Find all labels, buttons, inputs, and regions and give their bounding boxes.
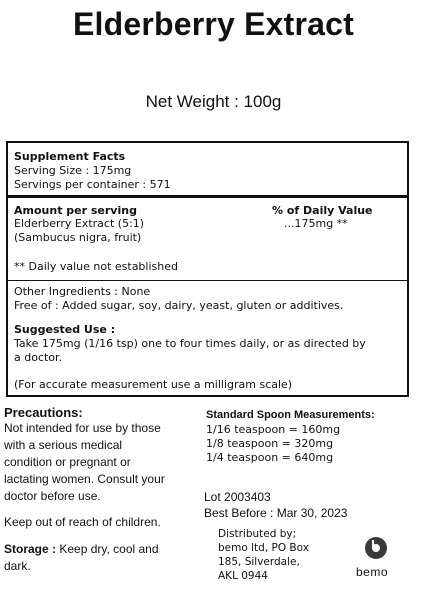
distributor-line: AKL 0944: [218, 570, 268, 582]
suggested-use-heading: Suggested Use :: [14, 323, 116, 336]
lot-number: Lot 2003403: [204, 490, 271, 504]
storage-line2: dark.: [4, 559, 31, 573]
ingredient-latin-name: (Sambucus nigra, fruit): [14, 231, 142, 244]
spoon-row: 1/16 teaspoon = 160mg: [206, 423, 341, 436]
spoon-row: 1/8 teaspoon = 320mg: [206, 437, 334, 450]
precautions-line: condition or pregnant or: [4, 455, 131, 469]
product-title: Elderberry Extract: [72, 6, 355, 42]
distributor-line: 185, Silverdale,: [218, 556, 300, 568]
servings-per-container: Servings per container : 571: [14, 178, 171, 191]
distributor-line: bemo ltd, PO Box: [218, 542, 309, 554]
facts-heading: Supplement Facts: [14, 150, 126, 163]
precautions-line: lactating women. Consult your: [4, 472, 165, 486]
suggested-use-text-line1: Take 175mg (1/16 tsp) one to four times daily, or as directed by: [14, 337, 366, 350]
bemo-logo-icon: [365, 537, 387, 559]
supplement-facts-panel: [6, 141, 409, 397]
spoon-measurements-heading: Standard Spoon Measurements:: [206, 409, 375, 421]
other-ingredients: Other Ingredients : None: [14, 285, 151, 298]
keep-out-of-reach: Keep out of reach of children.: [4, 515, 161, 529]
daily-value-header: % of Daily Value: [272, 204, 373, 217]
measurement-note: (For accurate measurement use a milligram scale): [14, 378, 293, 391]
facts-divider-thick: [8, 195, 407, 198]
precautions-line: doctor before use.: [4, 489, 101, 503]
daily-value-note: ** Daily value not established: [14, 260, 178, 273]
free-of-statement: Free of : Added sugar, soy, dairy, yeast, gluten or additives.: [14, 299, 344, 312]
storage-line1: [4, 542, 159, 557]
storage-text: Keep dry, cool and: [56, 542, 159, 556]
best-before-date: Best Before : Mar 30, 2023: [204, 506, 348, 520]
precautions-heading: Precautions:: [4, 405, 83, 420]
precautions-line: with a serious medical: [4, 438, 123, 452]
ingredient-name: Elderberry Extract (5:1): [14, 217, 145, 230]
amount-per-serving-header: Amount per serving: [14, 204, 137, 217]
logo-wordmark: bemo: [356, 565, 389, 579]
storage-label: Storage :: [4, 542, 57, 556]
net-weight: Net Weight : 100g: [145, 92, 282, 111]
serving-size: Serving Size : 175mg: [14, 164, 132, 177]
facts-divider-thin: [8, 280, 407, 281]
suggested-use-text-line2: a doctor.: [14, 351, 63, 364]
spoon-row: 1/4 teaspoon = 640mg: [206, 451, 334, 464]
distributor-line: Distributed by;: [218, 528, 297, 540]
ingredient-amount: ...175mg **: [284, 217, 348, 230]
precautions-line: Not intended for use by those: [4, 421, 161, 435]
